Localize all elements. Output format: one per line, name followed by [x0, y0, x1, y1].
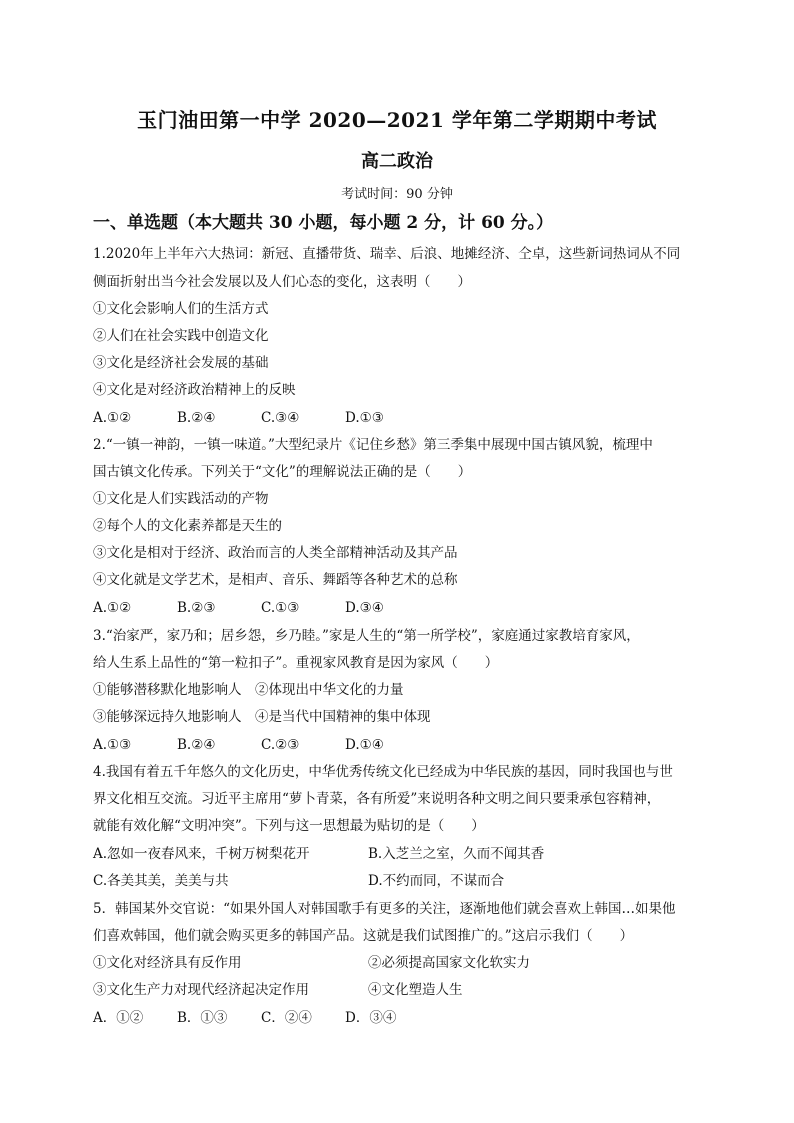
exam-title: 玉门油田第一中学 2020—2021 学年第二学期期中考试 [137, 108, 657, 132]
q2-statement-3: ③文化是相对于经济、政治而言的人类全部精神活动及其产品 [93, 545, 458, 561]
q4-option-c[interactable]: C.各美其美，美美与共 [93, 873, 229, 889]
exam-subject: 高二政治 [361, 151, 433, 172]
q1-option-c[interactable]: C.③④ [261, 410, 300, 426]
q2-stem-line1: 2.“一镇一神韵，一镇一味道。”大型纪录片《记住乡愁》第三季集中展现中国古镇风貌，梳理中 [93, 437, 653, 453]
q1-option-d[interactable]: D.①③ [345, 410, 384, 426]
q1-stem-line2: 侧面折射出当今社会发展以及人们心态的变化，这表明（ ） [93, 274, 471, 290]
q3-option-c[interactable]: C.②③ [261, 737, 300, 753]
q5-option-b[interactable]: B．①③ [177, 1010, 228, 1026]
q1-statement-1: ①文化会影响人们的生活方式 [93, 301, 269, 317]
q2-option-a[interactable]: A.①② [93, 600, 132, 616]
q3-stem-line1: 3.“治家严，家乃和；居乡怨，乡乃睦。”家是人生的“第一所学校”，家庭通过家教培育家风， [93, 628, 640, 644]
q5-option-d[interactable]: D．③④ [345, 1010, 397, 1026]
q5-stem-line2: 们喜欢韩国，他们就会购买更多的韩国产品。这就是我们试图推广的。”这启示我们（ ） [93, 928, 634, 944]
q1-statement-4: ④文化是对经济政治精神上的反映 [93, 382, 296, 398]
section-heading: 一、单选题（本大题共 30 小题，每小题 2 分，计 60 分。） [93, 213, 554, 233]
exam-time: 考试时间：90 分钟 [341, 187, 453, 202]
q5-option-c[interactable]: C．②④ [261, 1010, 312, 1026]
q2-statement-4: ④文化就是文学艺术，是相声、音乐、舞蹈等各种艺术的总称 [93, 572, 458, 588]
q3-option-a[interactable]: A.①③ [93, 737, 132, 753]
q4-stem-line1: 4.我国有着五千年悠久的文化历史，中华优秀传统文化已经成为中华民族的基因，同时我国也与世 [93, 764, 673, 780]
q3-stem-line2: 给人生系上品性的“第一粒扣子”。重视家风教育是因为家风（ ） [93, 655, 499, 671]
q1-statement-3: ③文化是经济社会发展的基础 [93, 355, 269, 371]
q5-statement-2: ②必须提高国家文化软实力 [368, 955, 530, 971]
q3-statements-1-2: ①能够潜移默化地影响人 ②体现出中华文化的力量 [93, 682, 404, 698]
q4-option-b[interactable]: B.入芝兰之室，久而不闻其香 [368, 846, 545, 862]
q2-option-d[interactable]: D.③④ [345, 600, 384, 616]
q3-statements-3-4: ③能够深远持久地影响人 ④是当代中国精神的集中体现 [93, 709, 431, 725]
q2-option-b[interactable]: B.②③ [177, 600, 216, 616]
q5-statement-4: ④文化塑造人生 [368, 982, 463, 998]
q4-stem-line3: 就能有效化解“文明冲突”。下列与这一思想最为贴切的是（ ） [93, 818, 485, 834]
q2-stem-line2: 国古镇文化传承。下列关于“文化”的理解说法正确的是（ ） [93, 464, 472, 480]
q5-statement-1: ①文化对经济具有反作用 [93, 955, 242, 971]
q3-option-d[interactable]: D.①④ [345, 737, 384, 753]
q2-statement-2: ②每个人的文化素养都是天生的 [93, 518, 282, 534]
q3-option-b[interactable]: B.②④ [177, 737, 216, 753]
q5-stem-line1: 5．韩国某外交官说：“如果外国人对韩国歌手有更多的关注，逐渐地他们就会喜欢上韩国…如果他 [93, 901, 676, 917]
q1-stem-line1: 1.2020年上半年六大热词：新冠、直播带货、瑞幸、后浪、地摊经济、仝卓，这些新词热词从不同 [93, 246, 681, 262]
q4-option-a[interactable]: A.忽如一夜春风来，千树万树梨花开 [93, 846, 310, 862]
q4-stem-line2: 界文化相互交流。习近平主席用“萝卜青菜，各有所爱”来说明各种文明之间只要秉承包容精神， [93, 791, 661, 807]
q2-option-c[interactable]: C.①③ [261, 600, 300, 616]
q4-option-d[interactable]: D.不约而同，不谋而合 [368, 873, 505, 889]
q5-option-a[interactable]: A．①② [93, 1010, 144, 1026]
q2-statement-1: ①文化是人们实践活动的产物 [93, 491, 269, 507]
q1-statement-2: ②人们在社会实践中创造文化 [93, 328, 269, 344]
q1-option-b[interactable]: B.②④ [177, 410, 216, 426]
q1-option-a[interactable]: A.①② [93, 410, 132, 426]
q5-statement-3: ③文化生产力对现代经济起决定作用 [93, 982, 309, 998]
